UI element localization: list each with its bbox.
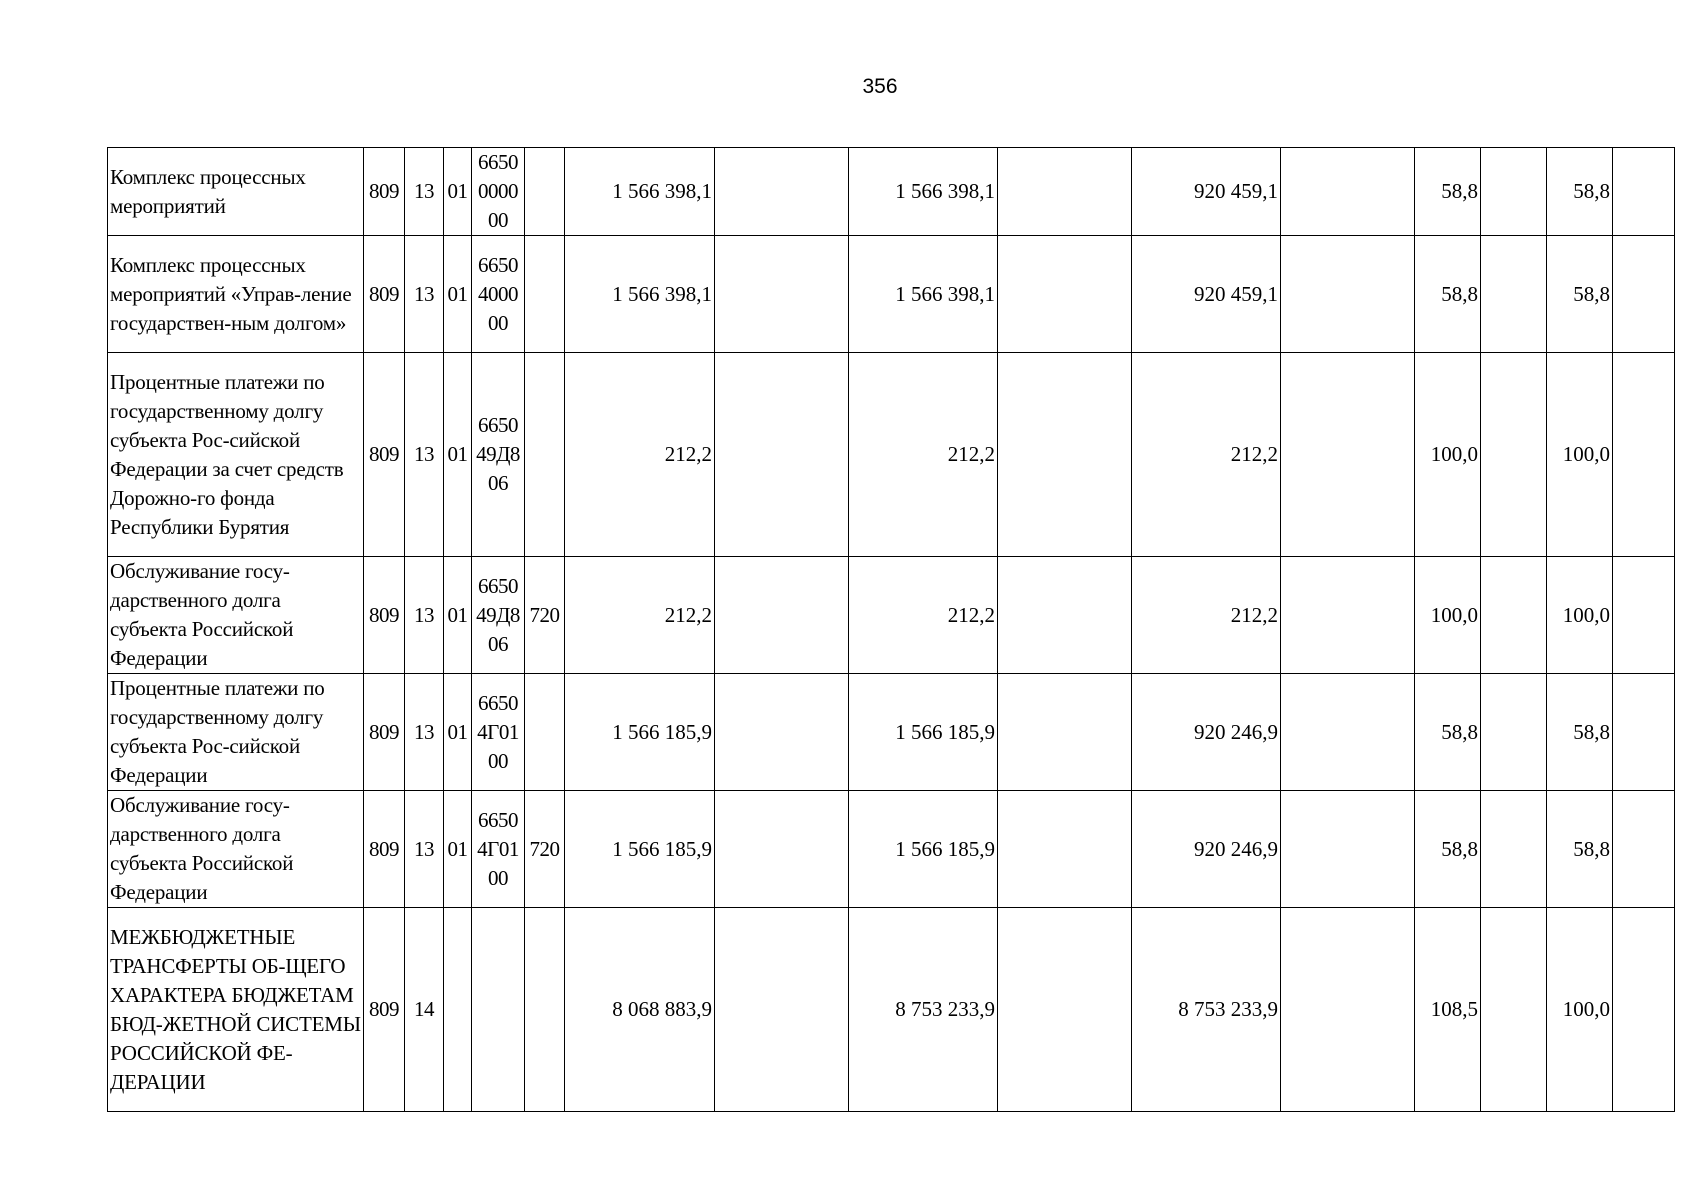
code-rz: 14	[405, 908, 444, 1112]
code-rz: 13	[405, 236, 444, 353]
code-csr: 6650 49Д8 06	[472, 353, 525, 557]
code-ved: 809	[364, 236, 405, 353]
row-name: Комплекс процессных мероприятий	[108, 148, 364, 236]
empty-cell	[1281, 674, 1415, 791]
empty-cell	[1613, 674, 1675, 791]
empty-cell	[998, 674, 1132, 791]
empty-cell	[998, 236, 1132, 353]
code-ved: 809	[364, 148, 405, 236]
table-row	[108, 908, 1675, 1112]
empty-cell	[1481, 791, 1547, 908]
amount-actual: 920 246,9	[1132, 791, 1281, 908]
empty-cell	[1613, 791, 1675, 908]
empty-cell	[715, 236, 849, 353]
code-ved: 809	[364, 674, 405, 791]
percent-plan: 58,8	[1415, 148, 1481, 236]
code-ved: 809	[364, 353, 405, 557]
code-pr	[444, 908, 472, 1112]
budget-table	[107, 147, 1675, 1112]
amount-actual: 8 753 233,9	[1132, 908, 1281, 1112]
empty-cell	[998, 557, 1132, 674]
empty-cell	[715, 791, 849, 908]
percent-refined: 58,8	[1547, 674, 1613, 791]
code-rz: 13	[405, 148, 444, 236]
code-ved: 809	[364, 908, 405, 1112]
empty-cell	[715, 908, 849, 1112]
code-pr: 01	[444, 353, 472, 557]
amount-actual: 212,2	[1132, 353, 1281, 557]
amount-actual: 212,2	[1132, 557, 1281, 674]
amount-refined: 8 753 233,9	[849, 908, 998, 1112]
code-pr: 01	[444, 791, 472, 908]
empty-cell	[715, 148, 849, 236]
code-vr: 720	[525, 557, 565, 674]
empty-cell	[1481, 236, 1547, 353]
code-rz: 13	[405, 791, 444, 908]
code-ved: 809	[364, 791, 405, 908]
empty-cell	[1281, 148, 1415, 236]
amount-plan: 1 566 185,9	[565, 674, 715, 791]
empty-cell	[1613, 557, 1675, 674]
amount-refined: 212,2	[849, 353, 998, 557]
amount-refined: 1 566 185,9	[849, 674, 998, 791]
row-name: Процентные платежи по государственному долгу субъекта Рос-сийской Федерации за счет средств Дорожно-го фонда Республики Бурятия	[108, 353, 364, 557]
amount-plan: 1 566 185,9	[565, 791, 715, 908]
code-pr: 01	[444, 236, 472, 353]
table-row	[108, 236, 1675, 353]
amount-actual: 920 459,1	[1132, 236, 1281, 353]
table-row	[108, 557, 1675, 674]
amount-refined: 1 566 398,1	[849, 236, 998, 353]
empty-cell	[715, 557, 849, 674]
amount-actual: 920 459,1	[1132, 148, 1281, 236]
code-csr: 6650 4Г01 00	[472, 791, 525, 908]
percent-plan: 58,8	[1415, 674, 1481, 791]
code-csr: 6650 4Г01 00	[472, 674, 525, 791]
code-vr: 720	[525, 791, 565, 908]
amount-plan: 1 566 398,1	[565, 148, 715, 236]
empty-cell	[1281, 353, 1415, 557]
amount-refined: 1 566 185,9	[849, 791, 998, 908]
row-name: МЕЖБЮДЖЕТНЫЕ ТРАНСФЕРТЫ ОБ-ЩЕГО ХАРАКТЕРА БЮДЖЕТАМ БЮД-ЖЕТНОЙ СИСТЕМЫ РОССИЙСКОЙ ФЕ-ДЕРАЦИИ	[108, 908, 364, 1112]
empty-cell	[1613, 353, 1675, 557]
percent-refined: 100,0	[1547, 557, 1613, 674]
code-vr	[525, 353, 565, 557]
empty-cell	[1613, 908, 1675, 1112]
amount-plan: 1 566 398,1	[565, 236, 715, 353]
amount-plan: 8 068 883,9	[565, 908, 715, 1112]
code-csr: 6650 49Д8 06	[472, 557, 525, 674]
table-row	[108, 791, 1675, 908]
code-ved: 809	[364, 557, 405, 674]
empty-cell	[1481, 557, 1547, 674]
percent-refined: 58,8	[1547, 148, 1613, 236]
amount-refined: 212,2	[849, 557, 998, 674]
empty-cell	[1281, 236, 1415, 353]
code-pr: 01	[444, 557, 472, 674]
code-vr	[525, 236, 565, 353]
code-csr: 6650 0000 00	[472, 148, 525, 236]
empty-cell	[1281, 791, 1415, 908]
row-name: Процентные платежи по государственному долгу субъекта Рос-сийской Федерации	[108, 674, 364, 791]
amount-plan: 212,2	[565, 557, 715, 674]
empty-cell	[1481, 674, 1547, 791]
code-pr: 01	[444, 674, 472, 791]
code-vr	[525, 908, 565, 1112]
amount-refined: 1 566 398,1	[849, 148, 998, 236]
percent-refined: 58,8	[1547, 236, 1613, 353]
percent-refined: 58,8	[1547, 791, 1613, 908]
percent-plan: 58,8	[1415, 236, 1481, 353]
empty-cell	[998, 791, 1132, 908]
code-pr: 01	[444, 148, 472, 236]
row-name: Комплекс процессных мероприятий «Управ-ление государствен-ным долгом»	[108, 236, 364, 353]
code-rz: 13	[405, 674, 444, 791]
empty-cell	[998, 908, 1132, 1112]
amount-actual: 920 246,9	[1132, 674, 1281, 791]
row-name: Обслуживание госу-дарственного долга субъекта Российской Федерации	[108, 557, 364, 674]
empty-cell	[1481, 148, 1547, 236]
empty-cell	[1613, 148, 1675, 236]
table-row	[108, 674, 1675, 791]
empty-cell	[1281, 908, 1415, 1112]
percent-refined: 100,0	[1547, 908, 1613, 1112]
code-vr	[525, 148, 565, 236]
amount-plan: 212,2	[565, 353, 715, 557]
table-row	[108, 148, 1675, 236]
code-rz: 13	[405, 557, 444, 674]
empty-cell	[1613, 236, 1675, 353]
code-csr	[472, 908, 525, 1112]
empty-cell	[1481, 353, 1547, 557]
percent-plan: 58,8	[1415, 791, 1481, 908]
empty-cell	[1281, 557, 1415, 674]
percent-plan: 108,5	[1415, 908, 1481, 1112]
percent-plan: 100,0	[1415, 557, 1481, 674]
row-name: Обслуживание госу-дарственного долга субъекта Российской Федерации	[108, 791, 364, 908]
table-row	[108, 353, 1675, 557]
empty-cell	[1481, 908, 1547, 1112]
empty-cell	[998, 353, 1132, 557]
code-rz: 13	[405, 353, 444, 557]
percent-plan: 100,0	[1415, 353, 1481, 557]
empty-cell	[715, 674, 849, 791]
page-number: 356	[862, 75, 898, 98]
empty-cell	[998, 148, 1132, 236]
empty-cell	[715, 353, 849, 557]
code-csr: 6650 4000 00	[472, 236, 525, 353]
code-vr	[525, 674, 565, 791]
percent-refined: 100,0	[1547, 353, 1613, 557]
